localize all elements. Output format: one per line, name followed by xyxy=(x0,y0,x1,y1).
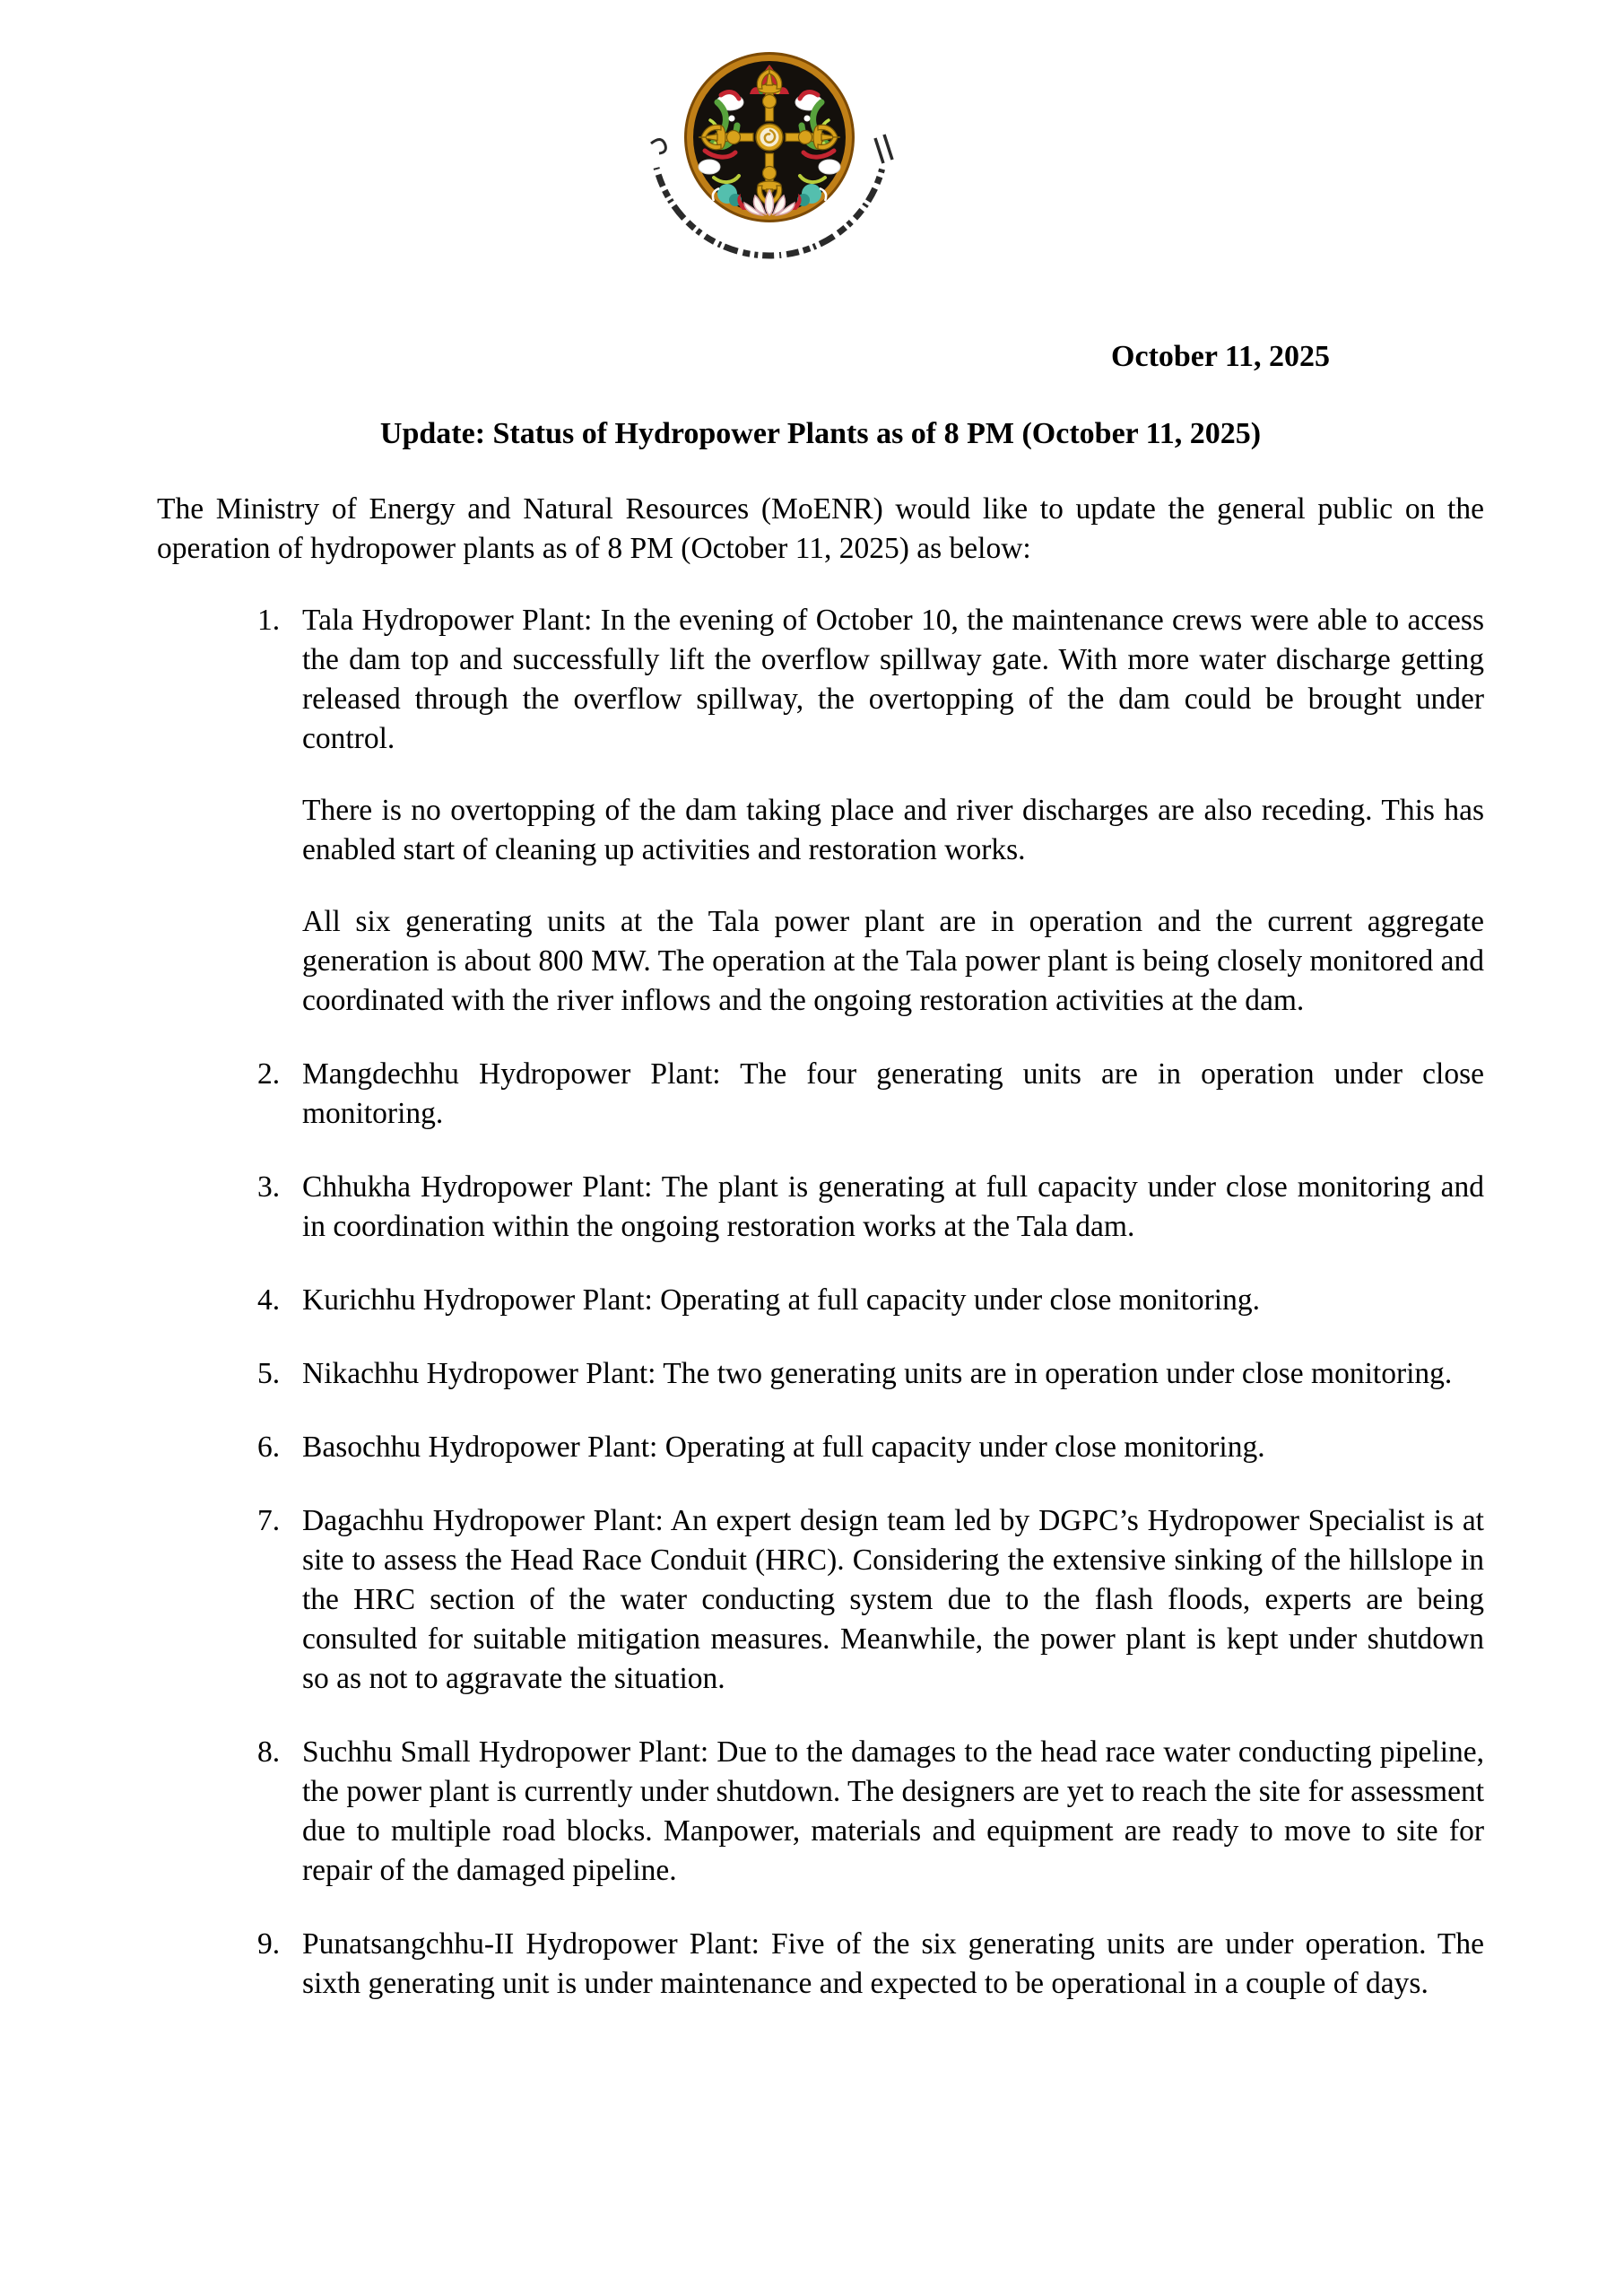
document-body xyxy=(157,0,1484,2038)
list-item-paragraph: Suchhu Small Hydropower Plant: Due to the damages to the head race water conducting pipeline, the power plant is currently under shutdown. The designers are yet to reach the site for assessment due to multiple road blocks. Manpower, materials and equipment are ready to move to site for repair of the damaged pipeline. xyxy=(302,1735,1484,1887)
list-item-paragraph: Basochhu Hydropower Plant: Operating at full capacity under close monitoring. xyxy=(302,1431,1265,1464)
list-item-nikachhu xyxy=(157,1354,1484,1394)
list-item-mangdechhu xyxy=(157,1055,1484,1134)
date-line xyxy=(157,0,1484,377)
list-item-paragraph: Chhukha Hydropower Plant: The plant is generating at full capacity under close monitoring and in coordination within the ongoing restoration works at the Tala dam. xyxy=(302,1170,1484,1243)
list-item-paragraph: Mangdechhu Hydropower Plant: The four generating units are in operation under close monitoring. xyxy=(302,1057,1484,1130)
list-item-basochhu xyxy=(157,1428,1484,1467)
list-number: 4. xyxy=(257,1283,281,1317)
list-item-paragraph: Punatsangchhu-II Hydropower Plant: Five of the six generating units are under operation. The sixth generating unit is under maintenance and expected to be operational in a couple of days. xyxy=(302,1927,1484,2000)
list-item-tala xyxy=(157,601,1484,1021)
list-number: 1. xyxy=(257,604,281,637)
list-item-paragraph: Dagachhu Hydropower Plant: An expert design team led by DGPC’s Hydropower Specialist is at site to assess the Head Race Conduit (HRC). Considering the extensive sinking of the hillslope in the HRC section of the water conducting system due to the flash floods, experts are being consulted for suitable mitigation measures. Meanwhile, the power plant is kept under shutdown so as not to aggravate the situation. xyxy=(302,1504,1484,1695)
list-item-kurichhu xyxy=(157,1281,1484,1320)
document-title: Update: Status of Hydropower Plants as of 8 PM (October 11, 2025) xyxy=(379,417,1262,450)
list-number: 7. xyxy=(257,1504,281,1537)
plant-status-list xyxy=(157,601,1484,2004)
document-date: October 11, 2025 xyxy=(1111,340,1330,373)
list-number: 5. xyxy=(257,1357,281,1390)
list-item-paragraph: All six generating units at the Tala power plant are in operation and the current aggregate generation is about 800 MW. The operation at the Tala power plant is being closely monitored and coordinated with the river inflows and the ongoing restoration activities at the dam. xyxy=(302,905,1484,1017)
list-number: 3. xyxy=(257,1170,281,1204)
list-number: 8. xyxy=(257,1735,281,1769)
intro-paragraph: The Ministry of Energy and Natural Resources (MoENR) would like to update the general public on the operation of hydropower plants as of 8 PM (October 11, 2025) as below: xyxy=(157,492,1484,565)
list-item-dagachhu xyxy=(157,1501,1484,1699)
list-item-chhukha xyxy=(157,1168,1484,1247)
list-number: 6. xyxy=(257,1431,281,1464)
list-number: 2. xyxy=(257,1057,281,1091)
list-item-paragraph: Nikachhu Hydropower Plant: The two generating units are in operation under close monitoring. xyxy=(302,1357,1453,1390)
list-item-paragraph: Tala Hydropower Plant: In the evening of October 10, the maintenance crews were able to access the dam top and successfully lift the overflow spillway gate. With more water discharge getting released through the overflow spillway, the overtopping of the dam could be brought under control. xyxy=(302,604,1484,755)
list-item-paragraph: Kurichhu Hydropower Plant: Operating at full capacity under close monitoring. xyxy=(302,1283,1260,1317)
list-item-paragraph: There is no overtopping of the dam taking place and river discharges are also receding. This has enabled start of cleaning up activities and restoration works. xyxy=(302,794,1484,866)
list-item-suchhu xyxy=(157,1733,1484,1891)
list-item-punatsangchhu xyxy=(157,1925,1484,2004)
list-number: 9. xyxy=(257,1927,281,1961)
